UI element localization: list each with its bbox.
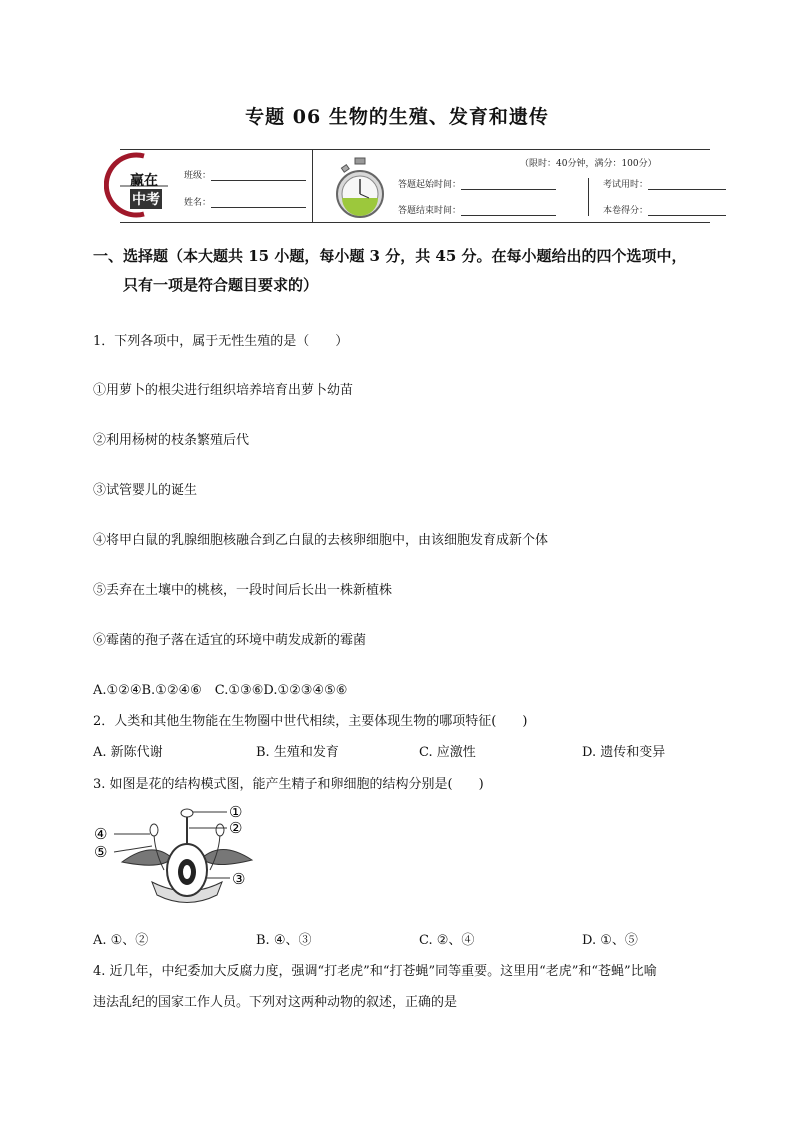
header-divider xyxy=(312,149,313,222)
question-3-option-c[interactable]: C. ②、④ xyxy=(419,933,475,948)
class-field xyxy=(184,168,306,181)
question-4-stem-2: 违法乱纪的国家工作人员。下列对这两种动物的叙述，正确的是 xyxy=(93,995,458,1010)
question-1-item: ⑥霉菌的孢子落在适宜的环境中萌发成新的霉菌 xyxy=(93,633,367,648)
question-1-stem: 1．下列各项中，属于无性生殖的是（ ） xyxy=(93,334,349,349)
end-time-field xyxy=(398,203,556,216)
page-title: 专题 06 生物的生殖、发育和遗传 xyxy=(245,106,549,128)
question-2-option-c[interactable]: C. 应激性 xyxy=(419,745,476,760)
question-2-option-b[interactable]: B. 生殖和发育 xyxy=(256,745,339,760)
start-time-input[interactable] xyxy=(461,179,556,190)
header-top-line xyxy=(120,149,710,150)
class-label: 班级： xyxy=(184,171,212,181)
logo-text-2: 中考 xyxy=(130,189,162,209)
diagram-label-2: ② xyxy=(229,819,243,837)
header-bottom-line xyxy=(120,222,710,223)
diagram-label-3: ③ xyxy=(232,870,246,888)
score-label: 本卷得分： xyxy=(603,206,649,216)
question-2-option-d[interactable]: D. 遗传和变异 xyxy=(582,745,666,760)
score-input[interactable] xyxy=(648,205,726,216)
name-input[interactable] xyxy=(211,197,306,208)
start-time-field xyxy=(398,177,556,190)
name-label: 姓名： xyxy=(184,198,212,208)
question-1-item: ④将甲白鼠的乳腺细胞核融合到乙白鼠的去核卵细胞中，由该细胞发育成新个体 xyxy=(93,533,549,548)
diagram-label-5: ⑤ xyxy=(94,843,108,861)
question-3-option-b[interactable]: B. ④、③ xyxy=(256,933,312,948)
exam-time-label: 考试用时： xyxy=(603,180,649,190)
question-1-item: ⑤丢弃在土壤中的桃核，一段时间后长出一株新植株 xyxy=(93,583,393,598)
section-heading-2: 只有一项是符合题目要求的） xyxy=(123,276,319,294)
question-2-option-a[interactable]: A. 新陈代谢 xyxy=(93,745,163,760)
question-3-option-a[interactable]: A. ①、② xyxy=(93,933,149,948)
name-field xyxy=(184,195,306,208)
question-1-item: ③试管婴儿的诞生 xyxy=(93,483,198,498)
question-1-item: ②利用杨树的枝条繁殖后代 xyxy=(93,433,250,448)
exam-time-field xyxy=(603,177,726,190)
question-1-options: A.①②④B.①②④⑥ C.①③⑥D.①②③④⑤⑥ xyxy=(93,683,348,698)
class-input[interactable] xyxy=(211,170,306,181)
time-limit: （限时：40分钟，满分：100分） xyxy=(520,159,657,169)
start-time-label: 答题起始时间： xyxy=(398,180,462,190)
section-heading: 一、选择题（本大题共 15 小题，每小题 3 分，共 45 分。在每小题给出的四个选项中， xyxy=(93,247,687,265)
question-2-stem: 2．人类和其他生物能在生物圈中世代相续，主要体现生物的哪项特征( ) xyxy=(93,714,528,729)
end-time-label: 答题结束时间： xyxy=(398,206,462,216)
logo-text-1: 赢在 xyxy=(130,173,158,189)
question-3-option-d[interactable]: D. ①、⑤ xyxy=(582,933,638,948)
exam-time-input[interactable] xyxy=(648,179,726,190)
end-time-input[interactable] xyxy=(461,205,556,216)
question-4-stem: 4. 近几年，中纪委加大反腐力度，强调“打老虎”和“打苍蝇”同等重要。这里用“老虎”和“苍蝇”比喻 xyxy=(93,964,657,979)
stopwatch-icon xyxy=(334,156,386,220)
question-3-stem: 3. 如图是花的结构模式图，能产生精子和卵细胞的结构分别是( ) xyxy=(93,777,484,792)
flower-diagram xyxy=(92,800,282,912)
question-1-item: ①用萝卜的根尖进行组织培养培育出萝卜幼苗 xyxy=(93,383,354,398)
header-divider-right xyxy=(588,178,589,216)
diagram-label-4: ④ xyxy=(94,825,108,843)
diagram-label-1: ① xyxy=(229,803,243,821)
score-field xyxy=(603,203,726,216)
